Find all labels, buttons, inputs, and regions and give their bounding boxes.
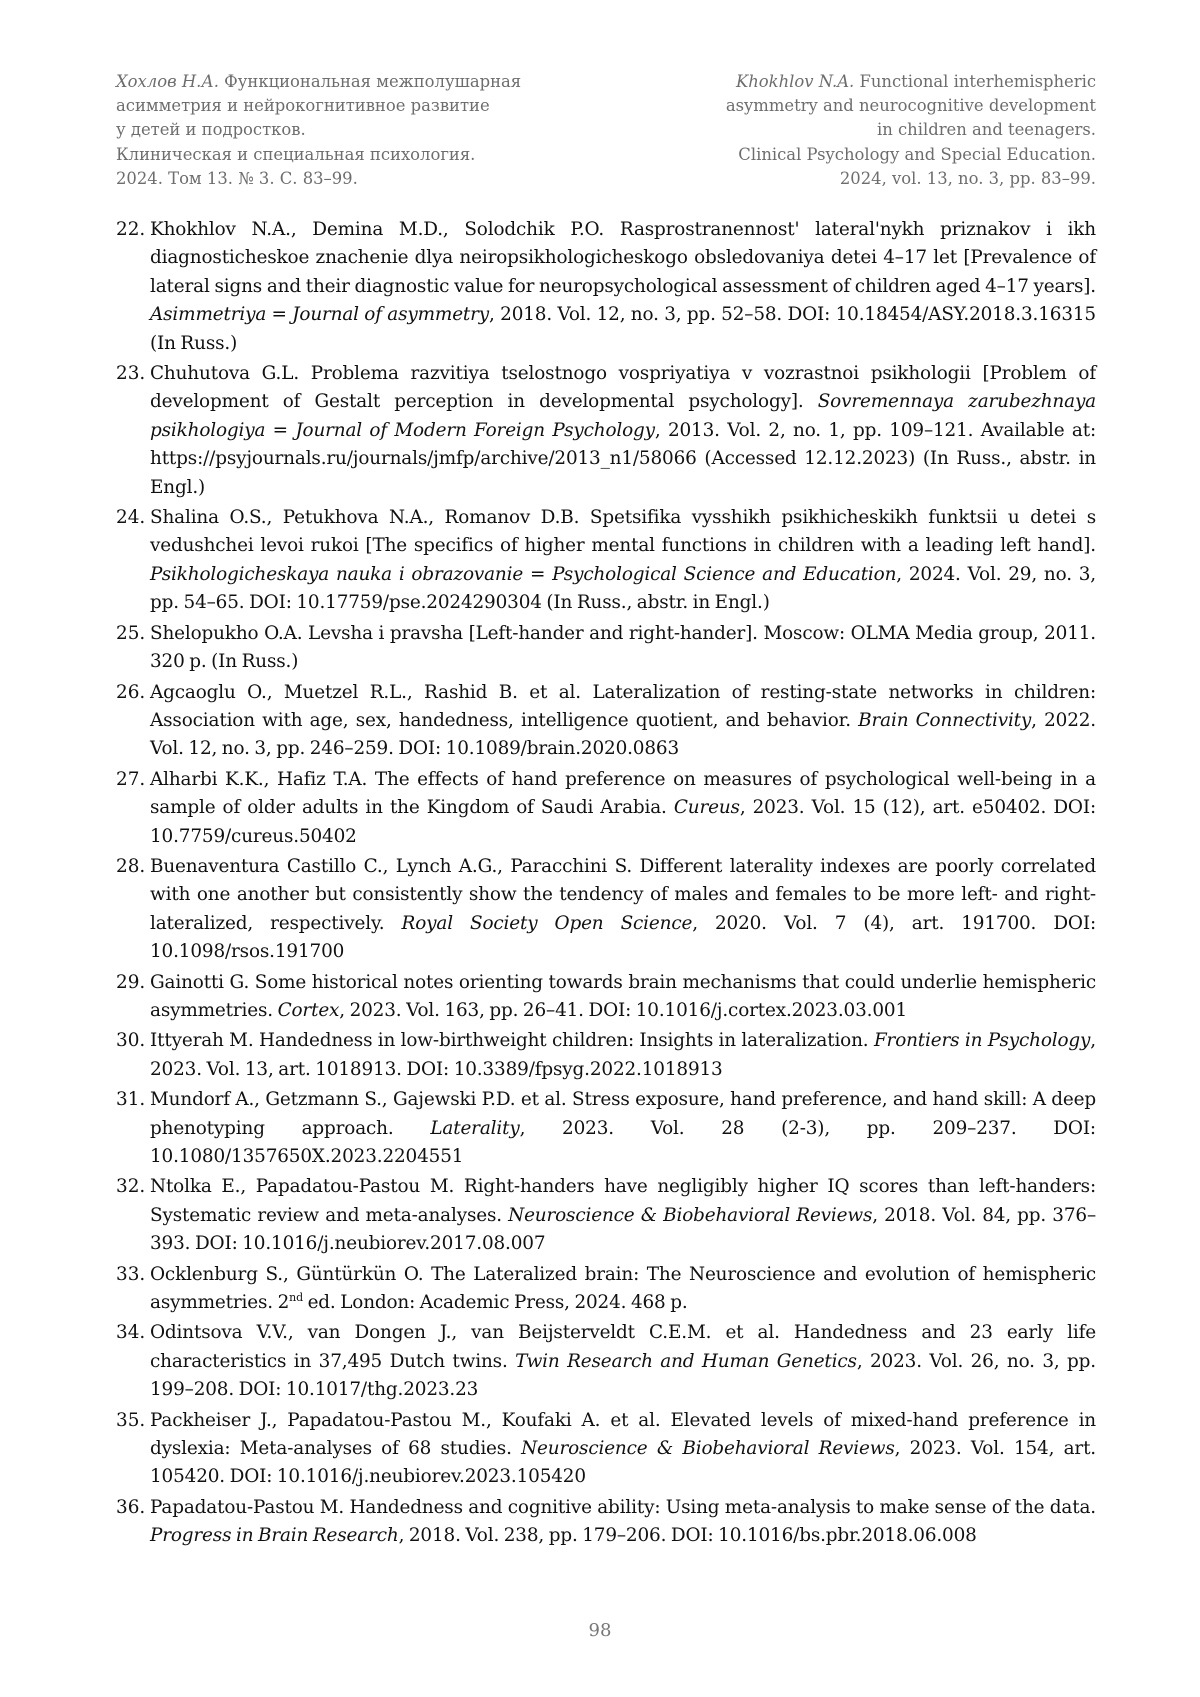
journal-title: Asimmetriya = Journal of asymmetry: [150, 304, 489, 325]
reference-number: 35.: [116, 1407, 150, 1435]
reference-text: Gainotti G. Some historical notes orienting towards brain mechanisms that could underlie hemispheric asymmetries. Cortex, 2023. Vol. 163, pp. 26–41. DOI: 10.1016/j.cortex.2023.03.001: [150, 969, 1096, 1026]
reference-22: [116, 216, 1096, 358]
reference-text: Odintsova V.V., van Dongen J., van Beijsterveldt C.E.M. et al. Handedness and 23 early life characteristics in 37,495 Dutch twins. Twin Research and Human Genetics, 2023. Vol. 26, no. 3, pp. 199–208. DOI: 10.1017/thg.2023.23: [150, 1319, 1096, 1404]
header-left-issue: 2024. Том 13. № 3. С. 83–99.: [116, 167, 586, 191]
reference-text: Papadatou-Pastou M. Handedness and cognitive ability: Using meta-analysis to make sense of the data. Progress in Brain Research, 2018. Vol. 238, pp. 179–206. DOI: 10.1016/bs.pbr.2018.06.008: [150, 1494, 1096, 1551]
header-russian: [116, 70, 586, 191]
reference-text: Shalina O.S., Petukhova N.A., Romanov D.B. Spetsifika vysshikh psikhicheskikh funktsii u detei s vedushchei levoi rukoi [The specifics of higher mental functions in children with a leading left hand]. Psikhologicheskaya nauka i obrazovanie = Psychological Science and Education, 2024. Vol. 29, no. 3, pp. 54–65. DOI: 10.17759/pse.2024290304 (In Russ., abstr. in Engl.): [150, 504, 1096, 618]
journal-title: Frontiers in Psychology: [874, 1030, 1090, 1051]
reference-number: 32.: [116, 1173, 150, 1201]
reference-number: 28.: [116, 853, 150, 881]
reference-text: Alharbi K.K., Hafiz T.A. The effects of hand preference on measures of psychological well-being in a sample of older adults in the Kingdom of Saudi Arabia. Cureus, 2023. Vol. 15 (12), art. e50402. DOI: 10.7759/cureus.50402: [150, 766, 1096, 851]
header-left-journal: Клиническая и специальная психология.: [116, 143, 586, 167]
journal-title: Royal Society Open Science: [402, 913, 693, 934]
journal-title: Cureus: [674, 797, 740, 818]
journal-title: Brain Connectivity: [858, 710, 1031, 731]
reference-number: 23.: [116, 360, 150, 388]
ordinal-suffix: nd: [289, 1291, 303, 1304]
reference-23: [116, 360, 1096, 502]
reference-number: 22.: [116, 216, 150, 244]
header-left-line-1: [116, 70, 586, 94]
journal-title: Progress in Brain Research: [150, 1525, 399, 1546]
reference-28: [116, 853, 1096, 967]
reference-31: [116, 1086, 1096, 1171]
journal-page: [0, 0, 1200, 1697]
reference-24: [116, 504, 1096, 618]
reference-35: [116, 1407, 1096, 1492]
reference-26: [116, 679, 1096, 764]
reference-29: [116, 969, 1096, 1026]
header-left-line-3: у детей и подростков.: [116, 118, 586, 142]
journal-title: Psikhologicheskaya nauka i obrazovanie = Psychological Science and Education: [150, 564, 896, 585]
header-left-title-start: Функциональная межполушарная: [219, 72, 521, 91]
journal-title: Sovremennaya zarubezhnaya psikhologiya = Journal of Modern Foreign Psychology: [150, 391, 1096, 440]
header-right-line-2: asymmetry and neurocognitive development: [626, 94, 1096, 118]
reference-text: Khokhlov N.A., Demina M.D., Solodchik P.O. Rasprostranennost' lateral'nykh priznakov i ikh diagnosticheskoe znachenie dlya neiropsikhologicheskogo obsledovaniya detei 4–17 let [Prevalence of lateral signs and their diagnostic value for neuropsychological assessment of children aged 4–17 years]. Asimmetriya = Journal of asymmetry, 2018. Vol. 12, no. 3, pp. 52–58. DOI: 10.18454/ASY.2018.3.16315 (In Russ.): [150, 216, 1096, 358]
reference-text: Ntolka E., Papadatou-Pastou M. Right-handers have negligibly higher IQ scores than left-handers: Systematic review and meta-analyses. Neuroscience & Biobehavioral Reviews, 2018. Vol. 84, pp. 376–393. DOI: 10.1016/j.neubiorev.2017.08.007: [150, 1173, 1096, 1258]
header-right-line-1: [626, 70, 1096, 94]
reference-number: 34.: [116, 1319, 150, 1347]
reference-number: 31.: [116, 1086, 150, 1114]
reference-text: Ocklenburg S., Güntürkün O. The Lateralized brain: The Neuroscience and evolution of hemispheric asymmetries. 2nd ed. London: Academic Press, 2024. 468 p.: [150, 1261, 1096, 1318]
reference-34: [116, 1319, 1096, 1404]
journal-title: Cortex: [278, 1000, 340, 1021]
reference-number: 36.: [116, 1494, 150, 1522]
reference-25: [116, 620, 1096, 677]
running-header: [116, 70, 1096, 191]
header-left-author: Хохлов Н.А.: [116, 72, 219, 91]
reference-number: 24.: [116, 504, 150, 532]
reference-27: [116, 766, 1096, 851]
reference-text: Mundorf A., Getzmann S., Gajewski P.D. et al. Stress exposure, hand preference, and hand skill: A deep phenotyping approach. Laterality, 2023. Vol. 28 (2-3), pp. 209–237. DOI: 10.1080/1357650X.2023.2204551: [150, 1086, 1096, 1171]
reference-text: Agcaoglu O., Muetzel R.L., Rashid B. et al. Lateralization of resting-state networks in children: Association with age, sex, handedness, intelligence quotient, and behavior. Brain Connectivity, 2022. Vol. 12, no. 3, pp. 246–259. DOI: 10.1089/brain.2020.0863: [150, 679, 1096, 764]
reference-number: 26.: [116, 679, 150, 707]
reference-number: 27.: [116, 766, 150, 794]
reference-number: 30.: [116, 1027, 150, 1055]
page-number: 98: [0, 1620, 1200, 1641]
reference-number: 29.: [116, 969, 150, 997]
reference-text: Shelopukho O.A. Levsha i pravsha [Left-hander and right-hander]. Moscow: OLMA Media group, 2011. 320 p. (In Russ.): [150, 620, 1096, 677]
reference-32: [116, 1173, 1096, 1258]
reference-number: 25.: [116, 620, 150, 648]
header-right-journal: Clinical Psychology and Special Education.: [626, 143, 1096, 167]
reference-33: [116, 1261, 1096, 1318]
journal-title: Neuroscience & Biobehavioral Reviews: [508, 1205, 872, 1226]
reference-text: Ittyerah M. Handedness in low-birthweight children: Insights in lateralization. Frontiers in Psychology, 2023. Vol. 13, art. 1018913. DOI: 10.3389/fpsyg.2022.1018913: [150, 1027, 1096, 1084]
reference-text: Buenaventura Castillo C., Lynch A.G., Paracchini S. Different laterality indexes are poorly correlated with one another but consistently show the tendency of males and females to be more left- and right-lateralized, respectively. Royal Society Open Science, 2020. Vol. 7 (4), art. 191700. DOI: 10.1098/rsos.191700: [150, 853, 1096, 967]
header-right-author: Khokhlov N.A.: [736, 72, 854, 91]
header-right-title-start: Functional interhemispheric: [854, 72, 1096, 91]
journal-title: Neuroscience & Biobehavioral Reviews: [521, 1438, 895, 1459]
reference-number: 33.: [116, 1261, 150, 1289]
journal-title: Twin Research and Human Genetics: [515, 1351, 857, 1372]
header-left-line-2: асимметрия и нейрокогнитивное развитие: [116, 94, 586, 118]
reference-text: Chuhutova G.L. Problema razvitiya tselostnogo vospriyatiya v vozrastnoi psikhologii [Problem of development of Gestalt perception in developmental psychology]. Sovremennaya zarubezhnaya psikhologiya = Journal of Modern Foreign Psychology, 2013. Vol. 2, no. 1, pp. 109–121. Available at: https://psyjournals.ru/journals/jmfp/archive/2013_n1/58066 (Accessed 12.12.2023) (In Russ., abstr. in Engl.): [150, 360, 1096, 502]
journal-title: Laterality: [430, 1118, 519, 1139]
reference-list: [116, 216, 1096, 1553]
header-right-issue: 2024, vol. 13, no. 3, pp. 83–99.: [626, 167, 1096, 191]
reference-text: Packheiser J., Papadatou-Pastou M., Koufaki A. et al. Elevated levels of mixed-hand preference in dyslexia: Meta-analyses of 68 studies. Neuroscience & Biobehavioral Reviews, 2023. Vol. 154, art. 105420. DOI: 10.1016/j.neubiorev.2023.105420: [150, 1407, 1096, 1492]
reference-30: [116, 1027, 1096, 1084]
header-right-line-3: in children and teenagers.: [626, 118, 1096, 142]
reference-36: [116, 1494, 1096, 1551]
header-english: [626, 70, 1096, 191]
